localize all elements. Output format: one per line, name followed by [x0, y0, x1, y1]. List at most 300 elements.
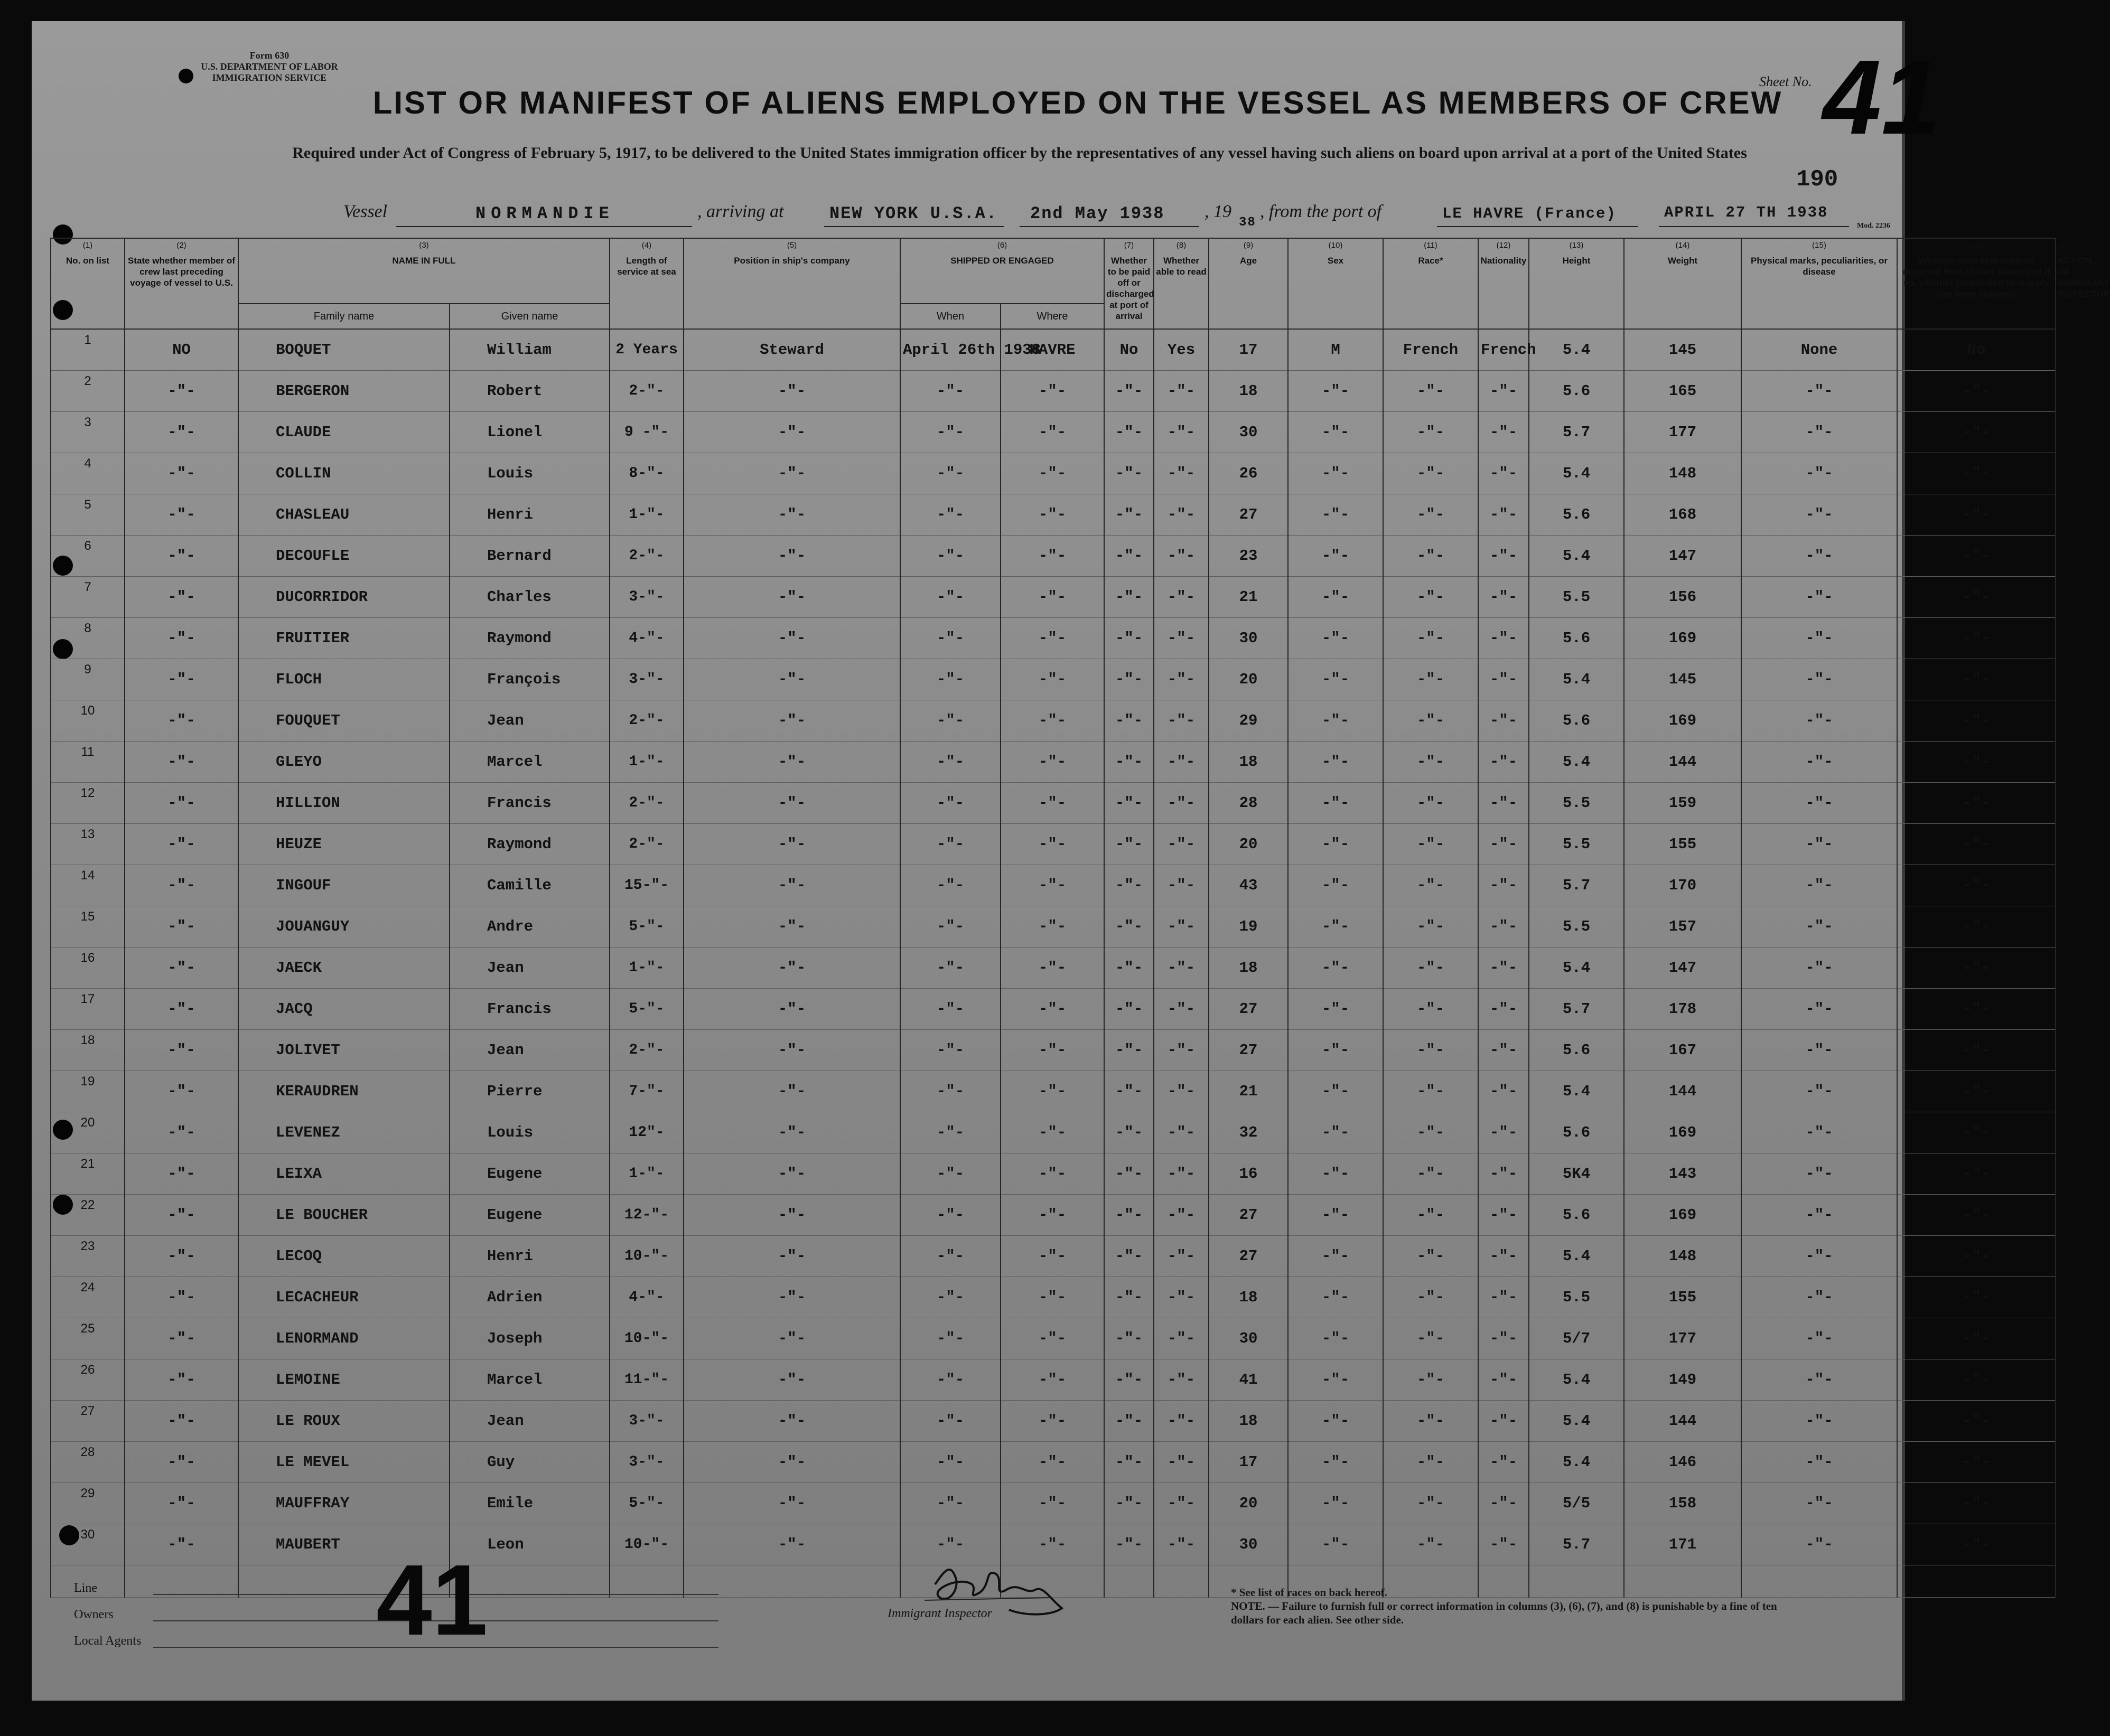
length-of-service-cell: 10-"-: [610, 1318, 684, 1359]
family-name-cell: KERAUDREN: [238, 1071, 450, 1112]
paid-off-cell: -"-: [1104, 577, 1154, 618]
nationality-cell: -"-: [1478, 1318, 1529, 1359]
age-cell: 30: [1209, 1524, 1288, 1565]
age-cell: 43: [1209, 865, 1288, 906]
race-cell: -"-: [1383, 659, 1478, 700]
previous-voyage-cell: -"-: [125, 1112, 238, 1153]
sex-cell: -"-: [1288, 412, 1383, 453]
given-name-cell: Andre: [450, 906, 610, 947]
row-number: 28: [51, 1442, 125, 1483]
race-cell: -"-: [1383, 1277, 1478, 1318]
table-row: [51, 989, 2056, 1030]
sex-cell: -"-: [1288, 1195, 1383, 1236]
header-able-to-read: (8) Whether able to read: [1154, 238, 1209, 329]
position-cell: -"-: [684, 1236, 900, 1277]
position-cell: -"-: [684, 1359, 900, 1401]
nationality-cell: -"-: [1478, 1524, 1529, 1565]
physical-marks-cell: -"-: [1741, 536, 1897, 577]
paid-off-cell: -"-: [1104, 618, 1154, 659]
shipped-when-cell: -"-: [900, 1236, 1001, 1277]
shipped-where-cell: -"-: [1001, 783, 1104, 824]
age-cell: 30: [1209, 618, 1288, 659]
table-row: [51, 1318, 2056, 1359]
family-name-cell: JOUANGUY: [238, 906, 450, 947]
weight-cell: 156: [1624, 577, 1741, 618]
table-row: [51, 1153, 2056, 1195]
family-name-cell: HEUZE: [238, 824, 450, 865]
height-cell: 5.6: [1529, 371, 1624, 412]
deported-cell: -"-: [1897, 1236, 2056, 1277]
able-to-read-cell: -"-: [1154, 700, 1209, 742]
able-to-read-cell: -"-: [1154, 1401, 1209, 1442]
previous-voyage-cell: -"-: [125, 1483, 238, 1524]
race-cell: -"-: [1383, 1401, 1478, 1442]
position-cell: -"-: [684, 1483, 900, 1524]
length-of-service-cell: 2-"-: [610, 371, 684, 412]
able-to-read-cell: -"-: [1154, 1236, 1209, 1277]
sex-cell: -"-: [1288, 1236, 1383, 1277]
age-cell: 28: [1209, 783, 1288, 824]
weight-cell: 155: [1624, 1277, 1741, 1318]
height-cell: 5.6: [1529, 700, 1624, 742]
family-name-cell: JOLIVET: [238, 1030, 450, 1071]
length-of-service-cell: 1-"-: [610, 947, 684, 989]
race-cell: -"-: [1383, 1153, 1478, 1195]
deported-cell: -"-: [1897, 783, 2056, 824]
row-number: 26: [51, 1359, 125, 1401]
age-cell: 30: [1209, 1318, 1288, 1359]
nationality-cell: -"-: [1478, 865, 1529, 906]
shipped-when-cell: -"-: [900, 453, 1001, 494]
shipped-when-cell: -"-: [900, 1318, 1001, 1359]
height-cell: 5.4: [1529, 1071, 1624, 1112]
weight-cell: 157: [1624, 906, 1741, 947]
deported-cell: -"-: [1897, 947, 2056, 989]
previous-voyage-cell: -"-: [125, 947, 238, 989]
physical-marks-cell: -"-: [1741, 1071, 1897, 1112]
deported-cell: -"-: [1897, 1277, 2056, 1318]
length-of-service-cell: 1-"-: [610, 1153, 684, 1195]
physical-marks-cell: -"-: [1741, 824, 1897, 865]
shipped-when-cell: -"-: [900, 1071, 1001, 1112]
shipped-where-cell: -"-: [1001, 1442, 1104, 1483]
position-cell: -"-: [684, 1401, 900, 1442]
family-name-cell: MAUFFRAY: [238, 1483, 450, 1524]
age-cell: 17: [1209, 1442, 1288, 1483]
row-number: 7: [51, 577, 125, 618]
physical-marks-cell: -"-: [1741, 742, 1897, 783]
previous-voyage-cell: -"-: [125, 659, 238, 700]
age-cell: 18: [1209, 1401, 1288, 1442]
shipped-where-cell: -"-: [1001, 1277, 1104, 1318]
shipped-where-cell: -"-: [1001, 577, 1104, 618]
deported-cell: -"-: [1897, 1359, 2056, 1401]
sex-cell: -"-: [1288, 1442, 1383, 1483]
age-cell: 29: [1209, 700, 1288, 742]
shipped-when-cell: -"-: [900, 1524, 1001, 1565]
given-name-cell: Henri: [450, 494, 610, 536]
shipped-when-cell: -"-: [900, 1112, 1001, 1153]
table-row: [51, 906, 2056, 947]
given-name-cell: Francis: [450, 783, 610, 824]
position-cell: -"-: [684, 700, 900, 742]
previous-voyage-cell: -"-: [125, 906, 238, 947]
shipped-where-cell: -"-: [1001, 536, 1104, 577]
given-name-cell: Joseph: [450, 1318, 610, 1359]
race-cell: -"-: [1383, 1524, 1478, 1565]
physical-marks-cell: -"-: [1741, 947, 1897, 989]
height-cell: 5.4: [1529, 947, 1624, 989]
position-cell: -"-: [684, 783, 900, 824]
sex-cell: -"-: [1288, 906, 1383, 947]
length-of-service-cell: 2-"-: [610, 1030, 684, 1071]
previous-voyage-cell: -"-: [125, 824, 238, 865]
table-row: [51, 1030, 2056, 1071]
height-cell: 5K4: [1529, 1153, 1624, 1195]
document-subtitle: Required under Act of Congress of February 5, 1917, to be delivered to the United States immigration officer by the representatives of any vessel having such aliens on board upon arrival at a port of the United States: [292, 144, 1747, 162]
age-cell: 20: [1209, 659, 1288, 700]
race-cell: -"-: [1383, 412, 1478, 453]
deported-cell: -"-: [1897, 1195, 2056, 1236]
nationality-cell: -"-: [1478, 1401, 1529, 1442]
shipped-where-cell: -"-: [1001, 494, 1104, 536]
race-cell: -"-: [1383, 1318, 1478, 1359]
weight-cell: 178: [1624, 989, 1741, 1030]
header-race: (11) Race*: [1383, 238, 1478, 329]
deported-cell: -"-: [1897, 1112, 2056, 1153]
shipped-where-cell: -"-: [1001, 700, 1104, 742]
physical-marks-cell: -"-: [1741, 700, 1897, 742]
given-name-cell: Marcel: [450, 1359, 610, 1401]
blank-cell: [125, 1565, 238, 1598]
family-name-cell: COLLIN: [238, 453, 450, 494]
given-name-cell: Charles: [450, 577, 610, 618]
able-to-read-cell: -"-: [1154, 1153, 1209, 1195]
paid-off-cell: -"-: [1104, 700, 1154, 742]
age-cell: 20: [1209, 824, 1288, 865]
table-row: [51, 1112, 2056, 1153]
shipped-when-cell: -"-: [900, 989, 1001, 1030]
sex-cell: -"-: [1288, 1153, 1383, 1195]
height-cell: 5.6: [1529, 618, 1624, 659]
able-to-read-cell: -"-: [1154, 494, 1209, 536]
form-number: Form 630: [249, 50, 290, 61]
shipped-when-cell: April 26th 1938: [900, 329, 1001, 371]
row-number: 15: [51, 906, 125, 947]
length-of-service-cell: 7-"-: [610, 1071, 684, 1112]
nationality-cell: -"-: [1478, 1483, 1529, 1524]
table-body: [51, 329, 2056, 1598]
row-number: 25: [51, 1318, 125, 1359]
able-to-read-cell: -"-: [1154, 1112, 1209, 1153]
paid-off-cell: -"-: [1104, 1153, 1154, 1195]
shipped-where-cell: -"-: [1001, 1236, 1104, 1277]
arriving-label: , arriving at: [697, 202, 784, 221]
race-cell: -"-: [1383, 577, 1478, 618]
paid-off-cell: No: [1104, 329, 1154, 371]
height-cell: 5.4: [1529, 1359, 1624, 1401]
shipped-when-cell: -"-: [900, 947, 1001, 989]
sex-cell: -"-: [1288, 989, 1383, 1030]
race-cell: -"-: [1383, 742, 1478, 783]
paid-off-cell: -"-: [1104, 1524, 1154, 1565]
able-to-read-cell: -"-: [1154, 453, 1209, 494]
given-name-cell: Adrien: [450, 1277, 610, 1318]
sex-cell: -"-: [1288, 1071, 1383, 1112]
weight-cell: 169: [1624, 1195, 1741, 1236]
from-port-label: , from the port of: [1260, 202, 1382, 221]
position-cell: -"-: [684, 1318, 900, 1359]
nationality-cell: -"-: [1478, 824, 1529, 865]
row-number: 8: [51, 618, 125, 659]
races-note: * See list of races on back hereof.: [1231, 1586, 1387, 1599]
height-cell: 5.4: [1529, 1236, 1624, 1277]
physical-marks-cell: -"-: [1741, 783, 1897, 824]
position-cell: -"-: [684, 1442, 900, 1483]
shipped-when-cell: -"-: [900, 1401, 1001, 1442]
departure-underline: [1659, 226, 1849, 227]
row-number: 20: [51, 1112, 125, 1153]
bottom-sheet-number: 41: [376, 1544, 488, 1656]
owners-label: Owners: [74, 1608, 114, 1621]
shipped-where-cell: -"-: [1001, 1195, 1104, 1236]
sex-cell: -"-: [1288, 865, 1383, 906]
weight-cell: 158: [1624, 1483, 1741, 1524]
deported-cell: -"-: [1897, 618, 2056, 659]
previous-voyage-cell: -"-: [125, 536, 238, 577]
length-of-service-cell: 4-"-: [610, 618, 684, 659]
height-cell: 5.5: [1529, 783, 1624, 824]
height-cell: 5.5: [1529, 577, 1624, 618]
sex-cell: -"-: [1288, 453, 1383, 494]
able-to-read-cell: -"-: [1154, 783, 1209, 824]
paid-off-cell: -"-: [1104, 1236, 1154, 1277]
sheet-number: 41: [1823, 39, 1940, 156]
paid-off-cell: -"-: [1104, 947, 1154, 989]
row-number: 4: [51, 453, 125, 494]
able-to-read-cell: -"-: [1154, 1030, 1209, 1071]
physical-marks-cell: -"-: [1741, 1236, 1897, 1277]
position-cell: -"-: [684, 1030, 900, 1071]
height-cell: 5.5: [1529, 824, 1624, 865]
able-to-read-cell: -"-: [1154, 618, 1209, 659]
position-cell: -"-: [684, 865, 900, 906]
nationality-cell: -"-: [1478, 700, 1529, 742]
position-cell: -"-: [684, 1277, 900, 1318]
given-name-cell: Jean: [450, 700, 610, 742]
arriving-port: NEW YORK U.S.A.: [829, 204, 998, 223]
physical-marks-cell: -"-: [1741, 1030, 1897, 1071]
weight-cell: 169: [1624, 1112, 1741, 1153]
shipped-when-cell: -"-: [900, 783, 1001, 824]
physical-marks-cell: -"-: [1741, 412, 1897, 453]
row-number: 22: [51, 1195, 125, 1236]
row-number: 16: [51, 947, 125, 989]
shipped-when-cell: -"-: [900, 577, 1001, 618]
paid-off-cell: -"-: [1104, 536, 1154, 577]
age-cell: 27: [1209, 494, 1288, 536]
paid-off-cell: -"-: [1104, 1401, 1154, 1442]
table-row: [51, 494, 2056, 536]
table-row: [51, 453, 2056, 494]
family-name-cell: CHASLEAU: [238, 494, 450, 536]
height-cell: 5.6: [1529, 1030, 1624, 1071]
department-name: U.S. DEPARTMENT OF LABOR: [201, 61, 338, 72]
previous-voyage-cell: -"-: [125, 783, 238, 824]
row-number: 5: [51, 494, 125, 536]
previous-voyage-cell: -"-: [125, 1401, 238, 1442]
previous-voyage-cell: -"-: [125, 1071, 238, 1112]
physical-marks-cell: -"-: [1741, 371, 1897, 412]
paid-off-cell: -"-: [1104, 659, 1154, 700]
shipped-where-cell: HAVRE: [1001, 329, 1104, 371]
header-where: Where: [1001, 304, 1104, 329]
nationality-cell: -"-: [1478, 783, 1529, 824]
footer-notes: [1231, 1585, 1812, 1627]
race-cell: -"-: [1383, 536, 1478, 577]
family-name-cell: BERGERON: [238, 371, 450, 412]
paid-off-cell: -"-: [1104, 824, 1154, 865]
race-cell: -"-: [1383, 494, 1478, 536]
shipped-where-cell: -"-: [1001, 906, 1104, 947]
family-name-cell: MAUBERT: [238, 1524, 450, 1565]
position-cell: -"-: [684, 371, 900, 412]
deported-cell: -"-: [1897, 1483, 2056, 1524]
previous-voyage-cell: -"-: [125, 989, 238, 1030]
able-to-read-cell: -"-: [1154, 742, 1209, 783]
shipped-when-cell: -"-: [900, 1359, 1001, 1401]
nationality-cell: -"-: [1478, 1030, 1529, 1071]
header-shipped-or-engaged: (6) SHIPPED OR ENGAGED: [900, 238, 1104, 304]
header-when: When: [900, 304, 1001, 329]
height-cell: 5.6: [1529, 1112, 1624, 1153]
service-name: IMMIGRATION SERVICE: [212, 72, 327, 83]
physical-marks-cell: -"-: [1741, 494, 1897, 536]
previous-voyage-cell: -"-: [125, 1442, 238, 1483]
deported-cell: -"-: [1897, 494, 2056, 536]
year-suffix: 38: [1239, 215, 1256, 230]
shipped-where-cell: -"-: [1001, 1524, 1104, 1565]
shipped-when-cell: -"-: [900, 700, 1001, 742]
able-to-read-cell: -"-: [1154, 1359, 1209, 1401]
length-of-service-cell: 12-"-: [610, 1195, 684, 1236]
table-row: [51, 577, 2056, 618]
nationality-cell: -"-: [1478, 536, 1529, 577]
deported-cell: -"-: [1897, 865, 2056, 906]
physical-marks-cell: -"-: [1741, 1318, 1897, 1359]
weight-cell: 171: [1624, 1524, 1741, 1565]
height-cell: 5.4: [1529, 659, 1624, 700]
shipped-where-cell: -"-: [1001, 412, 1104, 453]
height-cell: 5.5: [1529, 1277, 1624, 1318]
race-cell: -"-: [1383, 1195, 1478, 1236]
race-cell: -"-: [1383, 700, 1478, 742]
shipped-when-cell: -"-: [900, 824, 1001, 865]
given-name-cell: Eugene: [450, 1153, 610, 1195]
length-of-service-cell: 4-"-: [610, 1277, 684, 1318]
blank-cell: [1104, 1565, 1154, 1598]
length-of-service-cell: 8-"-: [610, 453, 684, 494]
weight-cell: 147: [1624, 536, 1741, 577]
paid-off-cell: -"-: [1104, 1030, 1154, 1071]
weight-cell: 177: [1624, 412, 1741, 453]
document-title: LIST OR MANIFEST OF ALIENS EMPLOYED ON THE VESSEL AS MEMBERS OF CREW: [372, 85, 1783, 120]
height-cell: 5/5: [1529, 1483, 1624, 1524]
date-underline: [1020, 226, 1199, 227]
nationality-cell: -"-: [1478, 1442, 1529, 1483]
position-cell: -"-: [684, 1195, 900, 1236]
table-row: [51, 536, 2056, 577]
height-cell: 5.5: [1529, 906, 1624, 947]
previous-voyage-cell: -"-: [125, 494, 238, 536]
nationality-cell: -"-: [1478, 494, 1529, 536]
physical-marks-cell: -"-: [1741, 1524, 1897, 1565]
height-cell: 5/7: [1529, 1318, 1624, 1359]
nationality-cell: -"-: [1478, 1195, 1529, 1236]
race-cell: French: [1383, 329, 1478, 371]
given-name-cell: Emile: [450, 1483, 610, 1524]
sheet-number-label: Sheet No.: [1759, 74, 1812, 89]
sex-cell: -"-: [1288, 618, 1383, 659]
position-cell: -"-: [684, 1153, 900, 1195]
able-to-read-cell: -"-: [1154, 1277, 1209, 1318]
race-cell: -"-: [1383, 1236, 1478, 1277]
family-name-cell: HILLION: [238, 783, 450, 824]
weight-cell: 177: [1624, 1318, 1741, 1359]
nationality-cell: -"-: [1478, 1236, 1529, 1277]
able-to-read-cell: -"-: [1154, 906, 1209, 947]
table-row: [51, 1401, 2056, 1442]
shipped-where-cell: -"-: [1001, 659, 1104, 700]
previous-voyage-cell: -"-: [125, 577, 238, 618]
length-of-service-cell: 5-"-: [610, 989, 684, 1030]
header-age: (9) Age: [1209, 238, 1288, 329]
deported-cell: -"-: [1897, 453, 2056, 494]
blank-cell: [610, 1565, 684, 1598]
given-name-cell: Camille: [450, 865, 610, 906]
shipped-where-cell: -"-: [1001, 1112, 1104, 1153]
vessel-name: NORMANDIE: [475, 204, 614, 223]
physical-marks-cell: -"-: [1741, 1153, 1897, 1195]
family-name-cell: LE ROUX: [238, 1401, 450, 1442]
age-cell: 41: [1209, 1359, 1288, 1401]
row-number: 6: [51, 536, 125, 577]
arriving-underline: [824, 226, 1004, 227]
weight-cell: 148: [1624, 1236, 1741, 1277]
vessel-line: [0, 202, 1948, 228]
family-name-cell: JACQ: [238, 989, 450, 1030]
family-name-cell: FRUITIER: [238, 618, 450, 659]
row-number: 17: [51, 989, 125, 1030]
weight-cell: 146: [1624, 1442, 1741, 1483]
page-number: 190: [1796, 166, 1838, 193]
local-agents-label: Local Agents: [74, 1634, 142, 1648]
previous-voyage-cell: NO: [125, 329, 238, 371]
shipped-where-cell: -"-: [1001, 1318, 1104, 1359]
physical-marks-cell: -"-: [1741, 1401, 1897, 1442]
race-cell: -"-: [1383, 1442, 1478, 1483]
table-row: [51, 371, 2056, 412]
row-number: 21: [51, 1153, 125, 1195]
row-number: 2: [51, 371, 125, 412]
arrival-date: 2nd May 1938: [1030, 204, 1165, 223]
sex-cell: -"-: [1288, 494, 1383, 536]
position-cell: -"-: [684, 536, 900, 577]
race-cell: -"-: [1383, 906, 1478, 947]
paid-off-cell: -"-: [1104, 1277, 1154, 1318]
deported-cell: -"-: [1897, 1442, 2056, 1483]
position-cell: -"-: [684, 1112, 900, 1153]
